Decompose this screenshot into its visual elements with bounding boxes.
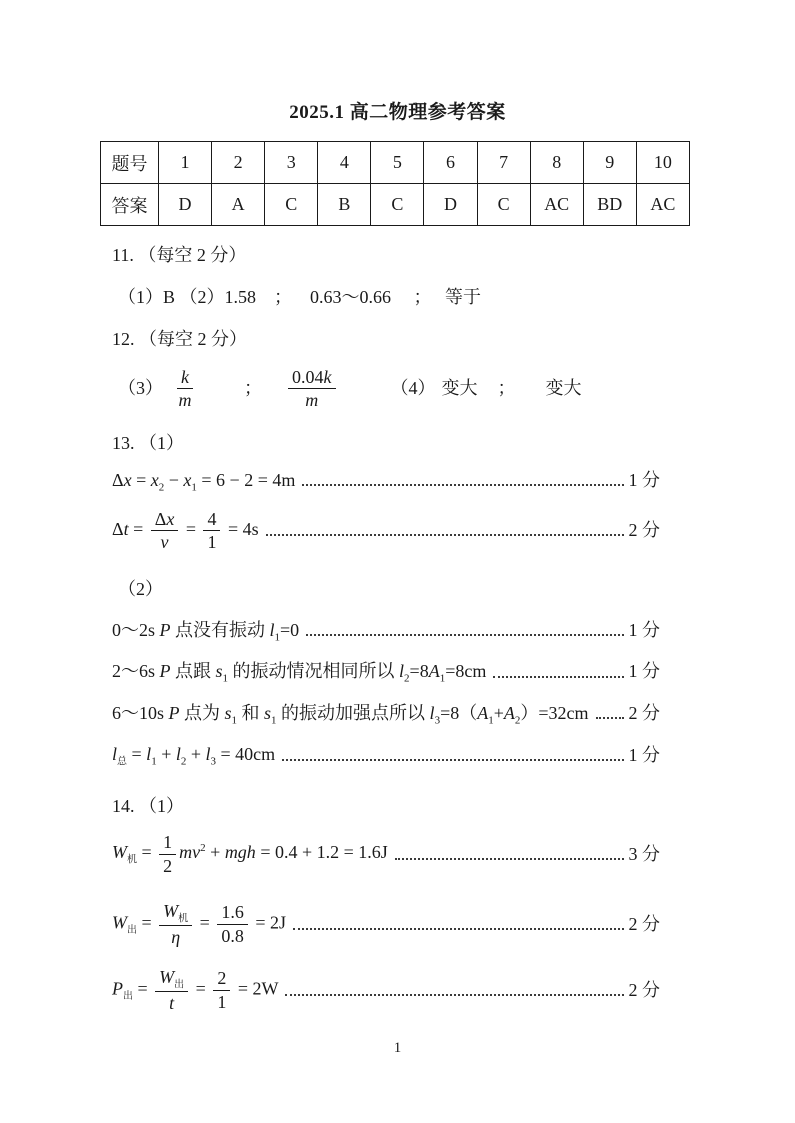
score-label: 1 分	[628, 469, 660, 490]
q11-answer-line: （1）B （2）1.58 ； 0.63～0.66 ； 等于	[118, 287, 482, 308]
q13-heading: 13. （1）	[112, 432, 184, 453]
fraction-denominator: 1	[217, 991, 227, 1012]
q13-line6	[112, 742, 660, 768]
fraction-denominator: v	[160, 531, 169, 552]
fraction-4-over-1	[203, 509, 220, 552]
q14-line2	[112, 897, 660, 951]
q13-line3	[112, 618, 660, 644]
q13-line1	[112, 468, 660, 494]
fraction-wout-over-t	[155, 967, 188, 1014]
statement-2-6s: 2～6s P 点跟 $s_1$ 的振动情况相同所以 $l_2=8A_1=8cm$	[112, 661, 487, 685]
q12-heading: 12. （每空 2 分）	[112, 329, 247, 350]
fraction-denominator: 2	[163, 855, 173, 876]
table-cell-a5: C	[371, 184, 424, 226]
fraction-numerator: 2	[213, 968, 230, 990]
table-header-question: 题号	[101, 142, 159, 184]
fraction-denominator: η	[171, 927, 181, 948]
score-label: 1 分	[628, 661, 660, 682]
score-label: 1 分	[628, 744, 660, 765]
table-cell-q9: 9	[583, 142, 636, 184]
table-cell-a8: AC	[530, 184, 583, 226]
formula-delta-t: Δt = $\frac{\Delta x}{v}$ = $\frac{4}{1}$ = 4s	[112, 508, 259, 552]
dotted-leader	[596, 708, 624, 720]
dotted-leader	[395, 848, 624, 860]
semicolon-separator: ；	[244, 377, 262, 398]
fraction-k-over-m	[177, 367, 193, 410]
q12-item3-label: （3）	[118, 377, 163, 398]
dotted-leader	[493, 666, 623, 678]
q11-heading: 11. （每空 2 分）	[112, 245, 247, 265]
q13-line4	[112, 659, 660, 685]
score-label: 2 分	[628, 519, 660, 540]
page-number: 1	[393, 1040, 402, 1056]
fraction-numerator: $W_机$	[159, 901, 192, 927]
statement-0-2s: 0～2s P 点没有振动 $l_1=0$	[112, 619, 300, 644]
formula-l-total: $l_总 = l_1 + l_2 + l_3 = 40cm$	[112, 744, 276, 768]
table-cell-a4: B	[318, 184, 371, 226]
q12-item4-answer-b: 变大	[545, 377, 582, 398]
table-cell-q10: 10	[636, 142, 689, 184]
table-row-answers	[101, 184, 690, 226]
fraction-004k-over-m	[288, 367, 336, 410]
answer-table	[100, 141, 690, 226]
table-cell-a1: D	[159, 184, 212, 226]
q14-line3	[112, 963, 660, 1017]
fraction-numerator: 1.6	[217, 902, 248, 924]
table-cell-a2: A	[212, 184, 265, 226]
fraction-numerator: $W_出$	[155, 967, 188, 993]
answers-body	[112, 243, 660, 1017]
fraction-numerator: k	[177, 367, 193, 389]
table-cell-a3: C	[265, 184, 318, 226]
q12-item4-label: （4）	[390, 377, 436, 398]
score-label: 2 分	[628, 979, 660, 1000]
fraction-16-over-08	[217, 902, 248, 945]
table-cell-q1: 1	[159, 142, 212, 184]
fraction-2-over-1	[213, 968, 230, 1011]
q13-part2-heading: （2）	[118, 579, 163, 600]
dotted-leader	[293, 918, 624, 930]
page-title: 2025.1 高二物理参考答案	[289, 102, 506, 123]
q13-line2	[112, 503, 660, 557]
table-cell-q4: 4	[318, 142, 371, 184]
formula-delta-x: $\Delta x = x_2 - x_1 = 6 - 2 = 4m$	[112, 469, 296, 494]
table-header-answer: 答案	[101, 184, 159, 226]
semicolon-separator: ；	[497, 377, 516, 398]
fraction-numerator: Δx	[151, 509, 179, 531]
table-cell-q3: 3	[265, 142, 318, 184]
table-cell-q8: 8	[530, 142, 583, 184]
table-cell-a10: AC	[636, 184, 689, 226]
formula-p-out: $P_出$ = $\frac{W_出}{t}$ = $\frac{2}{1}$ = 2W	[112, 966, 279, 1014]
q14-line1	[112, 827, 660, 881]
q14-heading: 14. （1）	[112, 795, 184, 816]
formula-w-out: $W_出$ = $\frac{W_机}{\eta}$ = $\frac{1.6}{0.8}$ = 2J	[112, 900, 286, 948]
fraction-numerator: 4	[203, 509, 220, 531]
statement-6-10s: 6～10s P 点为 $s_1$ 和 $s_1$ 的振动加强点所以 $l_3=8(A_1+A_2)=32cm$	[112, 702, 589, 727]
formula-w-mech: $W_机$ = $\frac{1}{2}$ $mv^2$ + mgh = 0.4 + 1.2 = 1.6J	[112, 832, 388, 876]
dotted-leader	[306, 624, 623, 636]
score-label: 2 分	[628, 913, 660, 934]
score-label: 1 分	[628, 619, 660, 640]
fraction-denominator: m	[178, 390, 192, 411]
dotted-leader	[266, 524, 624, 536]
fraction-denominator: 0.8	[221, 925, 244, 946]
fraction-dx-over-v	[151, 509, 179, 552]
dotted-leader	[302, 475, 623, 487]
table-cell-a9: BD	[583, 184, 636, 226]
fraction-denominator: m	[305, 390, 319, 411]
q12-answer-line	[112, 361, 660, 417]
fraction-denominator: t	[169, 993, 175, 1014]
table-cell-q7: 7	[477, 142, 530, 184]
q13-line5	[112, 701, 660, 727]
score-label: 3 分	[628, 843, 660, 864]
fraction-numerator: 1	[159, 832, 176, 854]
score-label: 2 分	[628, 702, 660, 723]
fraction-wmech-over-eta	[159, 901, 192, 948]
table-cell-a6: D	[424, 184, 477, 226]
dotted-leader	[282, 749, 623, 761]
fraction-numerator: 0.04k	[288, 367, 336, 389]
fraction-denominator: 1	[207, 531, 217, 552]
q12-item4-answer-a: 变大	[441, 377, 478, 398]
table-cell-q6: 6	[424, 142, 477, 184]
table-cell-q2: 2	[212, 142, 265, 184]
table-row-question-numbers	[101, 142, 690, 184]
table-cell-a7: C	[477, 184, 530, 226]
fraction-1-over-2	[159, 832, 176, 875]
dotted-leader	[285, 984, 623, 996]
table-cell-q5: 5	[371, 142, 424, 184]
